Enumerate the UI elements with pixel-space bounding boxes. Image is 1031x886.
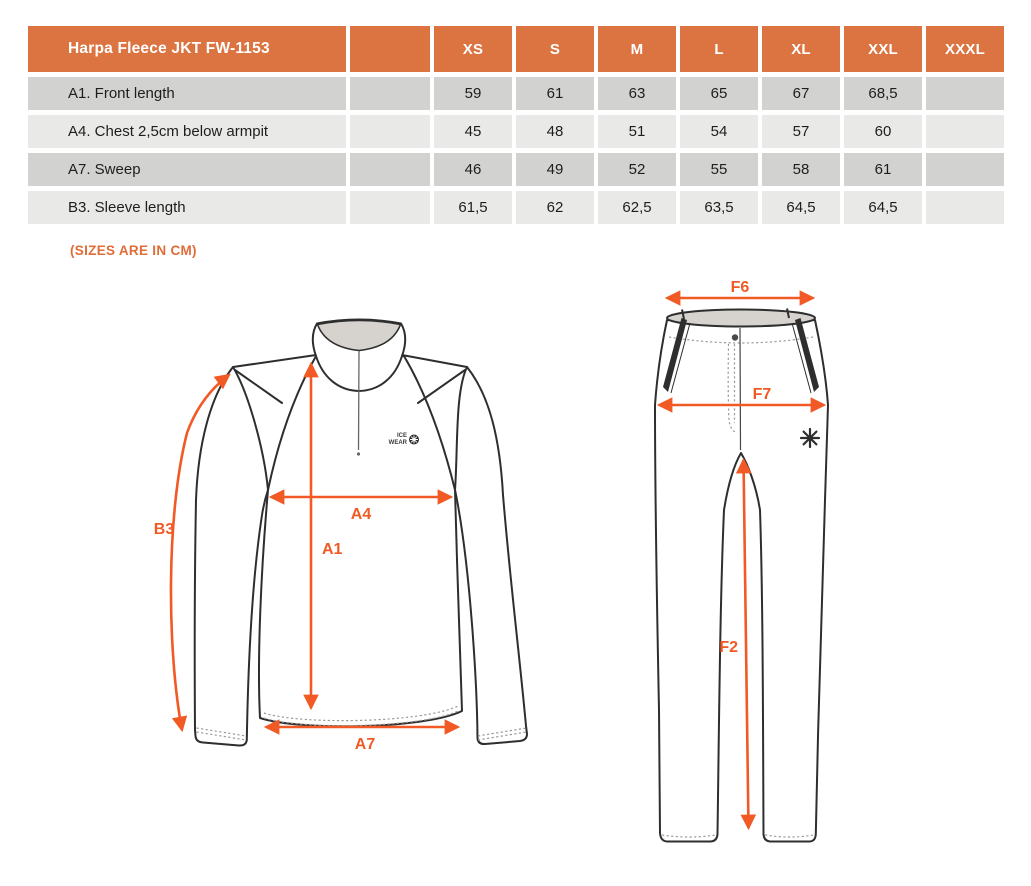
zipper-pull <box>357 452 360 455</box>
size-value: 59 <box>434 77 512 110</box>
size-value: 62,5 <box>598 191 676 224</box>
size-column-header: L <box>680 26 758 72</box>
a7-label: A7 <box>354 736 376 753</box>
spacer-cell <box>350 77 430 110</box>
size-value: 63 <box>598 77 676 110</box>
a4-label: A4 <box>350 506 372 523</box>
jacket-right-sleeve <box>455 367 527 744</box>
a1-label: A1 <box>322 541 343 558</box>
size-value: 61 <box>844 153 922 186</box>
size-value: 61,5 <box>434 191 512 224</box>
f7-label: F7 <box>752 386 772 403</box>
measurement-label: A7. Sweep <box>28 153 346 186</box>
size-value <box>926 191 1004 224</box>
snowflake-logo-icon <box>801 429 819 447</box>
sizes-unit-note: (SIZES ARE IN CM) <box>70 243 197 258</box>
size-value: 67 <box>762 77 840 110</box>
jacket-body <box>259 356 462 726</box>
size-value: 68,5 <box>844 77 922 110</box>
center-front-seam <box>740 328 741 450</box>
f2-label: F2 <box>719 639 738 656</box>
spacer-cell <box>350 153 430 186</box>
brand-logo-text-ice: ICE <box>396 433 407 439</box>
size-value: 61 <box>516 77 594 110</box>
measurement-label: A4. Chest 2,5cm below armpit <box>28 115 346 148</box>
size-value: 63,5 <box>680 191 758 224</box>
measurement-label: B3. Sleeve length <box>28 191 346 224</box>
pants-diagram <box>640 280 860 860</box>
size-column-header: M <box>598 26 676 72</box>
size-value: 46 <box>434 153 512 186</box>
brand-logo-badge-icon <box>409 435 419 445</box>
size-column-header: XXXL <box>926 26 1004 72</box>
size-chart-table <box>28 26 1004 224</box>
size-value: 49 <box>516 153 594 186</box>
size-value <box>926 77 1004 110</box>
spacer-cell <box>350 191 430 224</box>
size-value: 64,5 <box>844 191 922 224</box>
zipper-line <box>359 351 360 450</box>
pants-body <box>655 320 828 842</box>
size-value: 51 <box>598 115 676 148</box>
size-value: 45 <box>434 115 512 148</box>
size-value: 55 <box>680 153 758 186</box>
size-value: 52 <box>598 153 676 186</box>
waist-button <box>732 334 738 340</box>
size-column-header: S <box>516 26 594 72</box>
spacer-cell <box>350 115 430 148</box>
jacket-left-sleeve <box>195 367 268 746</box>
size-value: 48 <box>516 115 594 148</box>
size-value: 62 <box>516 191 594 224</box>
spacer-header-cell <box>350 26 430 72</box>
brand-logo-text-wear: WEAR <box>388 440 407 446</box>
size-value: 60 <box>844 115 922 148</box>
jacket-diagram <box>140 290 540 765</box>
waist-opening <box>667 310 815 327</box>
size-value: 58 <box>762 153 840 186</box>
size-column-header: XL <box>762 26 840 72</box>
size-column-header: XS <box>434 26 512 72</box>
size-value: 65 <box>680 77 758 110</box>
f6-label: F6 <box>730 280 750 296</box>
size-value: 57 <box>762 115 840 148</box>
b3-label: B3 <box>153 521 175 538</box>
measurement-label: A1. Front length <box>28 77 346 110</box>
size-value: 54 <box>680 115 758 148</box>
size-value <box>926 115 1004 148</box>
f2-arrow <box>744 460 749 828</box>
size-value: 64,5 <box>762 191 840 224</box>
size-column-header: XXL <box>844 26 922 72</box>
table-title: Harpa Fleece JKT FW-1153 <box>28 26 346 72</box>
size-value <box>926 153 1004 186</box>
